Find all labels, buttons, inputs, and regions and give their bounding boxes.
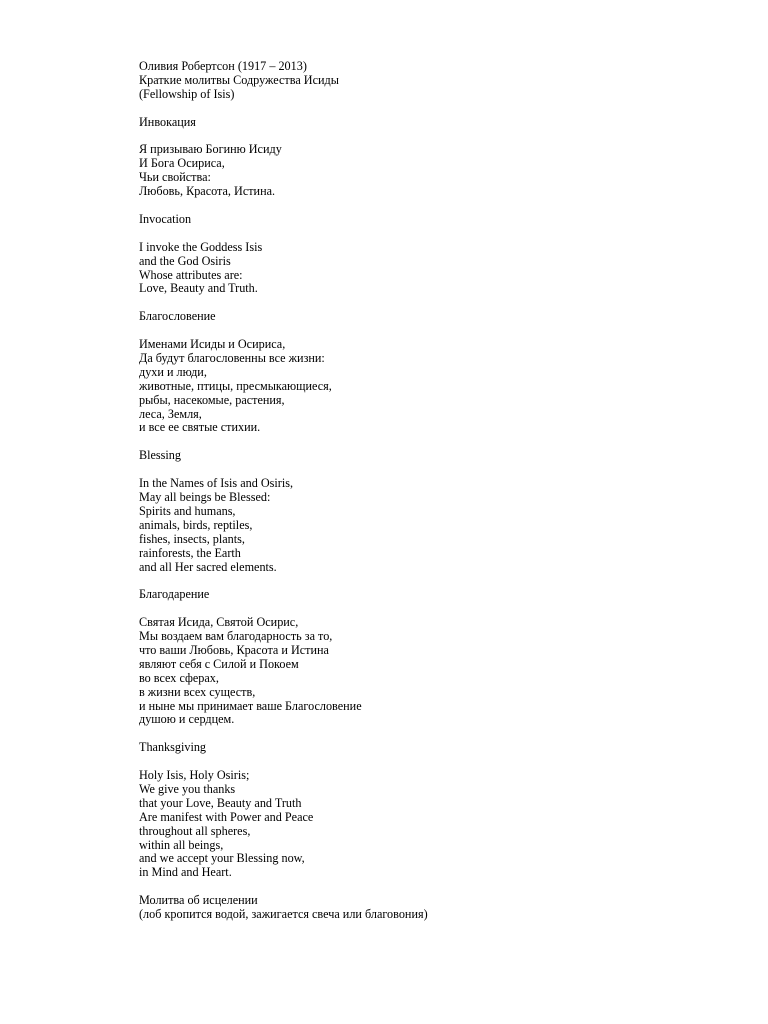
- section-invocation-ru: [139, 116, 739, 199]
- verse-line: и все ее святые стихии.: [139, 420, 261, 435]
- section-thanksgiving-en: [139, 741, 739, 880]
- verse-line: In the Names of Isis and Osiris,: [139, 476, 294, 491]
- spacer: [139, 199, 739, 213]
- verse-line: душою и сердцем.: [139, 712, 235, 727]
- spacer: [139, 602, 739, 616]
- section-title: Инвокация: [139, 114, 196, 129]
- verse-line: во всех сферах,: [139, 670, 219, 685]
- verse-line: in Mind and Heart.: [139, 865, 232, 880]
- section-title: Invocation: [139, 211, 192, 226]
- verse-line: and all Her sacred elements.: [139, 559, 277, 574]
- section-title: Молитва об исцелении: [139, 893, 258, 908]
- section-blessing-ru: [139, 310, 739, 435]
- spacer: [139, 130, 739, 144]
- verse-line: May all beings be Blessed:: [139, 489, 271, 504]
- verse-line: леса, Земля,: [139, 406, 202, 421]
- verse-line: I invoke the Goddess Isis: [139, 239, 263, 254]
- spacer: [139, 880, 739, 894]
- spacer: [139, 324, 739, 338]
- verse-line: что ваши Любовь, Красота и Истина: [139, 642, 329, 657]
- verse-line: throughout all spheres,: [139, 823, 251, 838]
- verse-line: Love, Beauty and Truth.: [139, 281, 258, 296]
- verse-line: Святая Исида, Святой Осирис,: [139, 615, 299, 630]
- section-title: Благословение: [139, 309, 216, 324]
- verse-line: Are manifest with Power and Peace: [139, 809, 314, 824]
- verse-line: and the God Osiris: [139, 253, 231, 268]
- section-title: Blessing: [139, 448, 181, 463]
- section-healing-prayer-ru: [139, 894, 739, 922]
- spacer: [139, 102, 739, 116]
- spacer: [139, 463, 739, 477]
- document-title: Краткие молитвы Содружества Исиды: [139, 72, 339, 87]
- verse-line: fishes, insects, plants,: [139, 531, 245, 546]
- verse-line: (лоб кропится водой, зажигается свеча или благовония): [139, 907, 428, 922]
- spacer: [139, 755, 739, 769]
- verse-line: Именами Исиды и Осириса,: [139, 337, 286, 352]
- verse-line: животные, птицы, пресмыкающиеся,: [139, 378, 332, 393]
- verse-line: духи и люди,: [139, 364, 207, 379]
- section-blessing-en: [139, 449, 739, 574]
- verse-line: animals, birds, reptiles,: [139, 517, 253, 532]
- section-thanksgiving-ru: [139, 588, 739, 727]
- verse-line: rainforests, the Earth: [139, 545, 241, 560]
- verse-line: Чьи свойства:: [139, 170, 211, 185]
- section-title: Благодарение: [139, 587, 210, 602]
- author-line: Оливия Робертсон (1917 – 2013): [139, 59, 307, 73]
- verse-line: that your Love, Beauty and Truth: [139, 795, 302, 810]
- spacer: [139, 574, 739, 588]
- verse-line: Мы воздаем вам благодарность за то,: [139, 629, 333, 643]
- verse-line: Whose attributes are:: [139, 267, 243, 282]
- spacer: [139, 227, 739, 241]
- verse-line: являют себя с Силой и Покоем: [139, 656, 299, 671]
- section-invocation-en: [139, 213, 739, 296]
- verse-line: Да будут благословенны все жизни:: [139, 350, 325, 365]
- verse-line: Holy Isis, Holy Osiris;: [139, 768, 250, 783]
- spacer: [139, 296, 739, 310]
- verse-line: и ныне мы принимает ваше Благословение: [139, 698, 362, 713]
- verse-line: И Бога Осириса,: [139, 156, 225, 171]
- verse-line: Любовь, Красота, Истина.: [139, 184, 276, 199]
- verse-line: and we accept your Blessing now,: [139, 851, 305, 866]
- verse-line: рыбы, насекомые, растения,: [139, 392, 285, 407]
- verse-line: within all beings,: [139, 837, 224, 852]
- spacer: [139, 727, 739, 741]
- verse-line: We give you thanks: [139, 781, 236, 796]
- document-page: [139, 60, 739, 922]
- verse-line: Spirits and humans,: [139, 503, 236, 518]
- spacer: [139, 435, 739, 449]
- verse-line: Я призываю Богиню Исиду: [139, 142, 282, 157]
- document-subtitle: (Fellowship of Isis): [139, 86, 235, 101]
- verse-line: в жизни всех существ,: [139, 684, 256, 699]
- section-title: Thanksgiving: [139, 740, 207, 755]
- document-header: [139, 60, 739, 102]
